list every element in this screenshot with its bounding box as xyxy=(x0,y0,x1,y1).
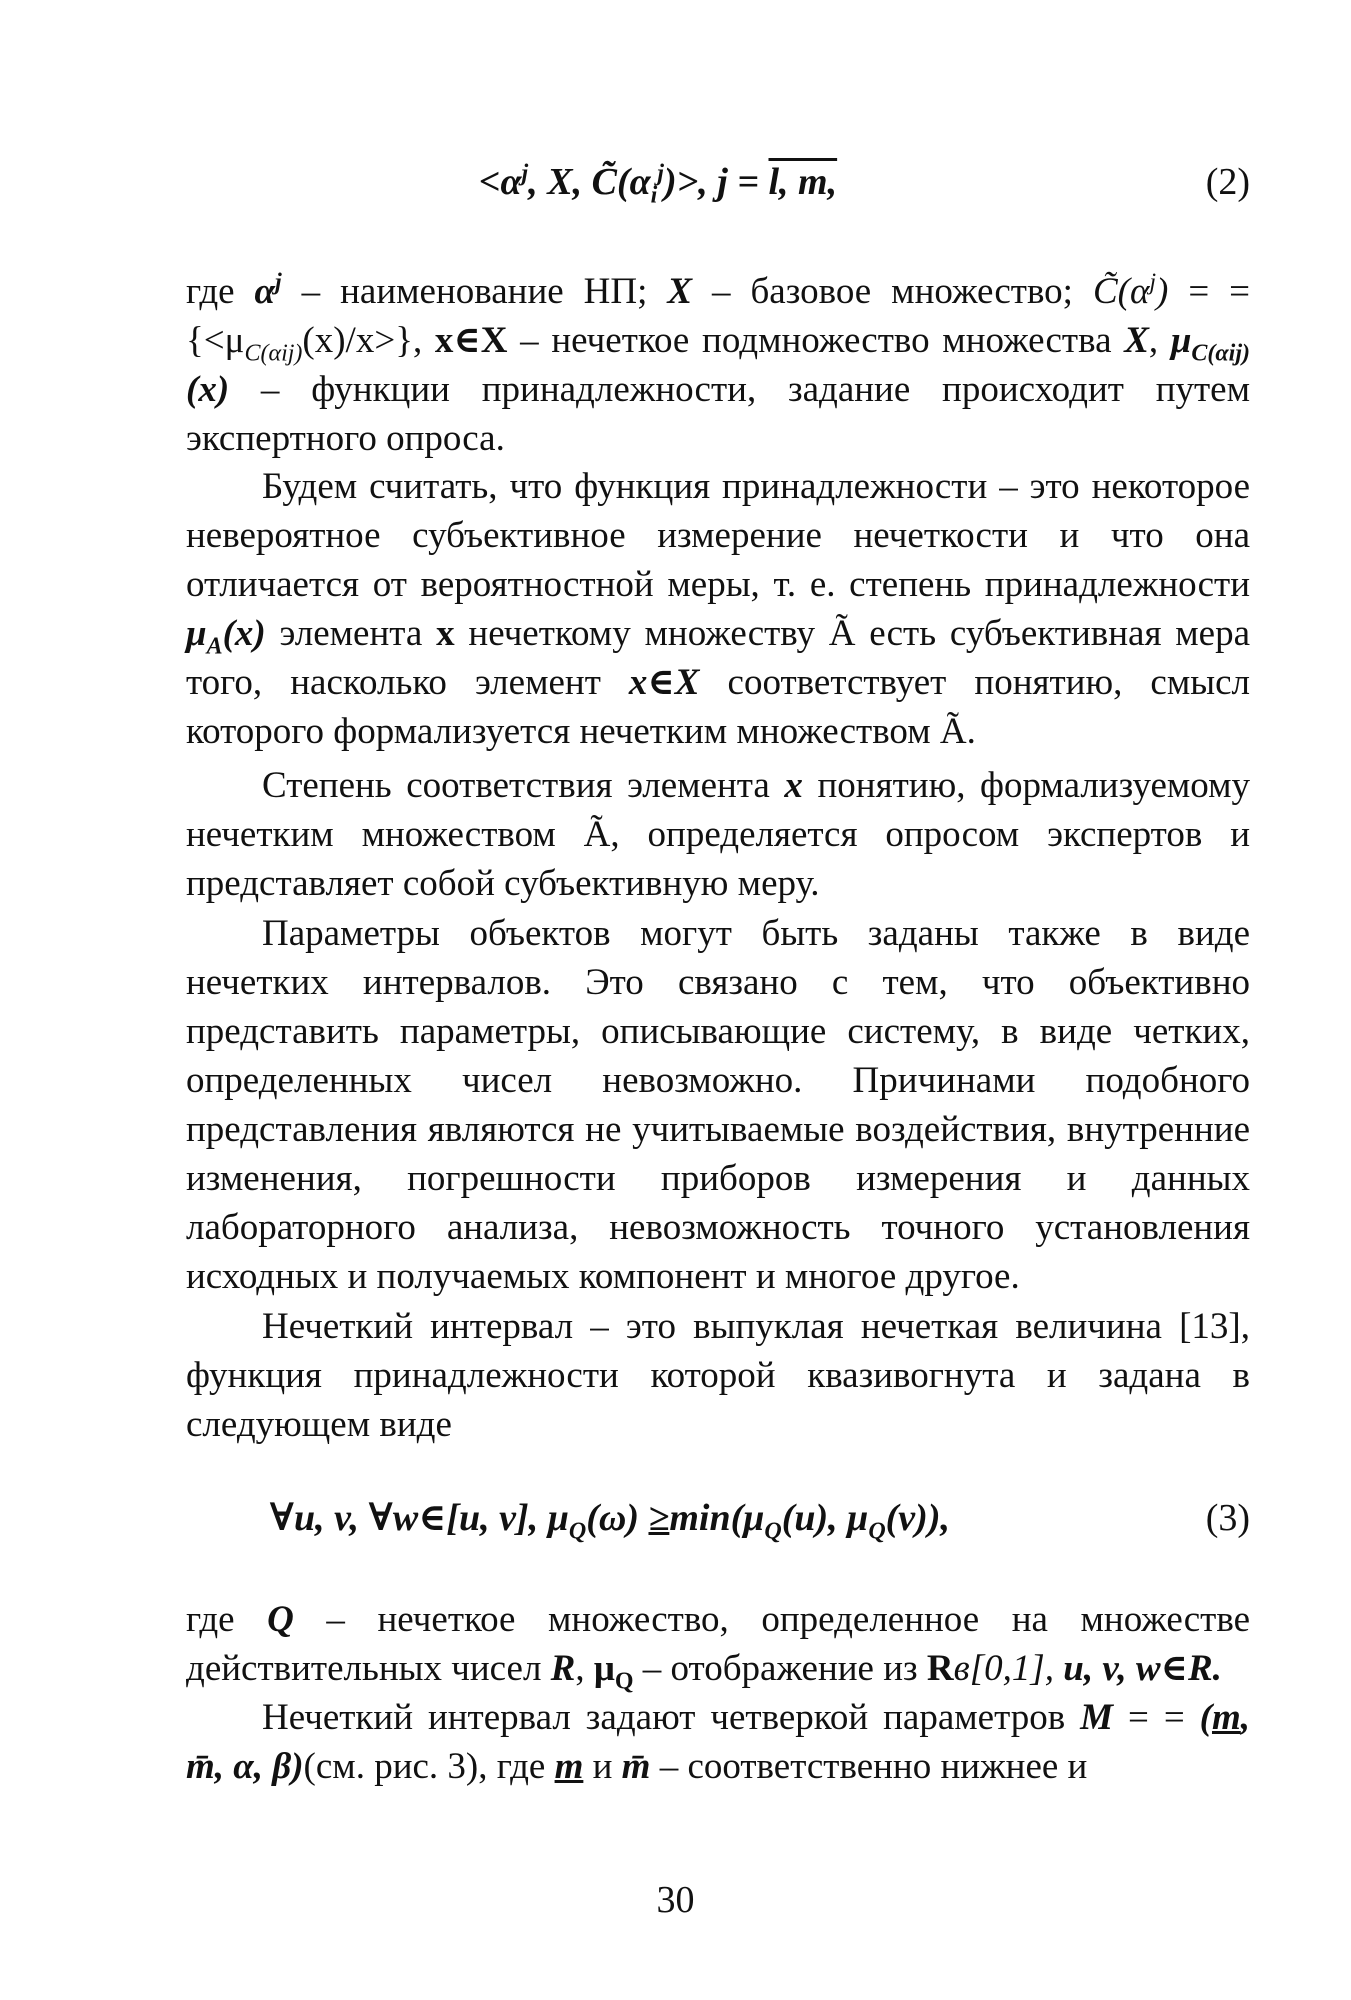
paragraph-1: где $\alpha^j$ – наименование НП; X – базовое множество; $C̃(\alpha^j)$ = = $\{<\mu_{C(\alpha ij)}(x)/x>\}$, x∈X – нечеткое подмножество множества X, $\mu_{C(\alpha ij)}(x)$ – функции принадлежности, задание происходит путем экспертного опроса. xyxy=(186,269,1251,459)
formula-3-expression: ∀u, v, ∀w∈[u, v], $\mu_Q(\omega) \ge\min(\mu_Q(u)$, $\mu_Q(v)$), xyxy=(269,1497,950,1545)
paragraph-5: Нечеткий интервал – это выпуклая нечеткая величина [13], функция принадлежности которой квазивогнута и задана в следующем виде xyxy=(186,1306,1250,1445)
formula-2-expression: $<\alpha^j$, X, $C̃(\alpha_i^j)>$, j = l, m, xyxy=(478,160,838,209)
paragraph-3: Степень соответствия элемента x понятию, формализуемому нечетким множеством Ã, определяется опросом экспертов и представляет собой субъективную меру. xyxy=(186,765,1251,904)
paragraph-6: где Q – нечеткое множество, определенное на множестве действительных чисел R, $\mu_Q$ – отображение из Rв[0,1], u, v, w∈R. xyxy=(186,1599,1250,1695)
paragraph-7: Нечеткий интервал задают четверкой параметров M = = (m, m̄, α, β)(см. рис. 3), где m и m̄ – соответственно нижнее и xyxy=(186,1697,1251,1787)
paragraph-4: Параметры объектов могут быть заданы также в виде нечетких интервалов. Это связано с тем, что объективно представить параметры, описывающие систему, в виде четких, определенных чисел невозможно. Причинами подобного представления являются не учитываемые воздействия, внутренние изменения, погрешности приборов измерения и данных лабораторного анализа, невозможность точного установления исходных и получаемых компонент и многое другое. xyxy=(186,913,1250,1297)
page-number: 30 xyxy=(656,1879,695,1921)
paragraph-2: Будем считать, что функция принадлежности – это некоторое невероятное субъективное измерение нечеткости и что она отличается от вероятностной меры, т. е. степень принадлежности $\mu_A(x)$ элемента x нечеткому множеству Ã есть субъективная мера того, насколько элемент x∈X соответствует понятию, смысл которого формализуется нечетким множеством Ã. xyxy=(186,466,1251,752)
formula-2-number: (2) xyxy=(1205,161,1250,203)
formula-3-number: (3) xyxy=(1205,1497,1250,1539)
